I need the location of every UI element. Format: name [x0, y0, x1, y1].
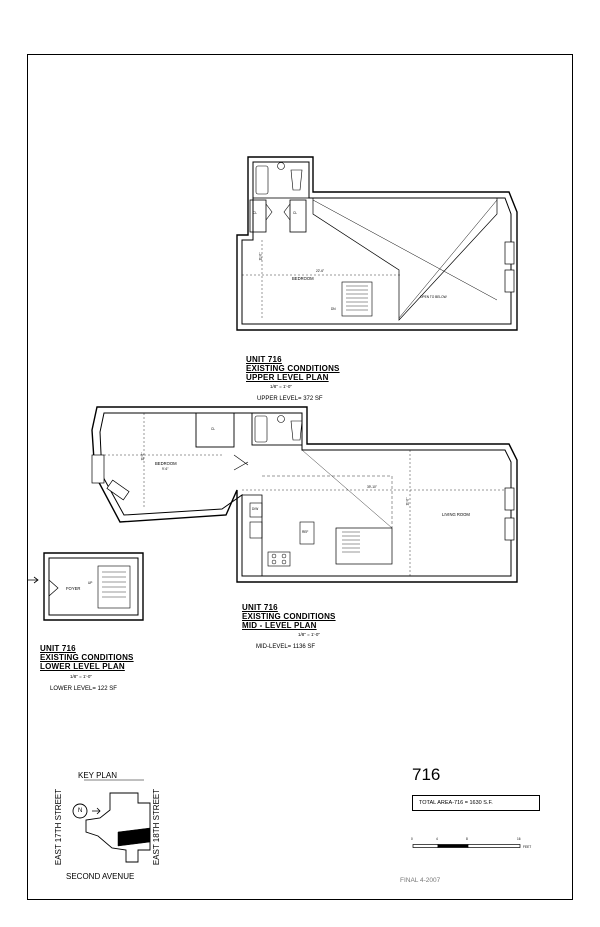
lower-up-label: UP — [88, 581, 93, 585]
scale-bar — [413, 845, 520, 848]
upper-plan-area: UPPER LEVEL= 372 SF — [257, 396, 323, 402]
north-label: N — [78, 808, 83, 814]
scale-tick-0: 0 — [411, 837, 413, 841]
scale-tick-4: 4 — [436, 837, 438, 841]
mid-level-plan — [92, 407, 517, 582]
street-left-label: EAST 17TH STREET — [54, 788, 63, 866]
open-to-below-label: OPEN TO BELOW — [420, 295, 447, 299]
lower-plan-title: UNIT 716 EXISTING CONDITIONS LOWER LEVEL PLAN — [40, 644, 134, 671]
scale-tick-8: 8 — [466, 837, 468, 841]
refrigerator-label: REF — [302, 530, 309, 534]
key-plan — [73, 780, 150, 862]
upper-bedroom-label: BEDROOM — [292, 276, 314, 281]
mid-bedroom-height-dim: 11'-0" — [140, 452, 145, 461]
scale-tick-16: 16 — [517, 837, 521, 841]
street-right-label: EAST 18TH STREET — [152, 788, 161, 866]
mid-plan-title: UNIT 716 EXISTING CONDITIONS MID - LEVEL PLAN — [242, 603, 336, 630]
upper-level-plan — [237, 157, 517, 330]
mid-plan-area: MID-LEVEL= 1136 SF — [256, 644, 316, 650]
mid-width-dim: 39'-10" — [367, 485, 377, 489]
upper-closet-left-label: CL — [253, 211, 258, 215]
upper-closet-right-label: CL — [293, 211, 298, 215]
upper-width-dim: 22'-6" — [316, 269, 325, 273]
scale-unit-label: FEET — [523, 845, 532, 849]
mid-height-dim: 11'-0" — [405, 497, 410, 506]
living-room-label: LIVING ROOM — [442, 512, 470, 517]
mid-plan-scale: 1/8" = 1'-0" — [298, 632, 320, 637]
lower-level-plan — [28, 553, 143, 620]
upper-plan-title: UNIT 716 EXISTING CONDITIONS UPPER LEVEL PLAN — [246, 355, 340, 382]
mid-bedroom-dim: 9'-6" — [162, 467, 169, 471]
foyer-label: FOYER — [66, 586, 81, 591]
lower-plan-scale: 1/8" = 1'-0" — [70, 674, 92, 679]
total-area-box — [412, 795, 540, 811]
mid-closet-label: CL — [211, 427, 216, 431]
final-note: FINAL 4-2007 — [400, 877, 441, 884]
upper-height-dim: 11'-0" — [258, 252, 263, 261]
mid-bedroom-label: BEDROOM — [155, 461, 177, 466]
street-bottom-label: SECOND AVENUE — [66, 872, 135, 881]
upper-dn-label: DN — [331, 307, 336, 311]
unit-number: 716 — [412, 765, 441, 784]
total-area-text: TOTAL AREA-716 = 1630 S.F. — [419, 800, 493, 806]
upper-plan-scale: 1/8" = 1'-0" — [270, 384, 292, 389]
dishwasher-label: D/W — [252, 507, 259, 511]
lower-plan-area: LOWER LEVEL= 122 SF — [50, 686, 117, 692]
key-plan-title: KEY PLAN — [78, 771, 117, 780]
